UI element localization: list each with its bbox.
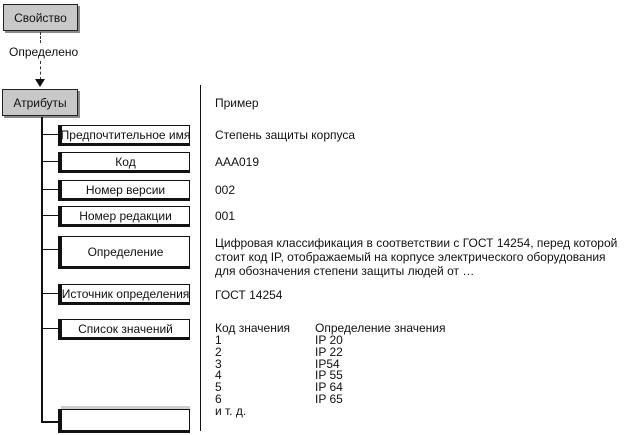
relation-label: Определено — [9, 45, 79, 59]
value-code: 1 — [215, 333, 222, 347]
value-code: 4 — [215, 368, 222, 383]
example-code: AAA019 — [215, 155, 260, 169]
value-definition: IP54 — [315, 356, 340, 371]
tree-branch — [41, 161, 61, 162]
attribute-code — [61, 152, 190, 171]
value-definition-header: Определение значения — [315, 321, 446, 335]
tree-branch — [41, 328, 61, 329]
value-code: 6 — [215, 391, 222, 406]
attribute-label: Список значений — [78, 321, 173, 336]
property-box — [3, 4, 78, 31]
attribute-label: Номер версии — [85, 182, 166, 197]
attribute-label: Код — [115, 154, 136, 169]
tree-trunk — [41, 117, 43, 423]
attribute-value-list — [61, 319, 190, 338]
attribute-label: Предпочтительное имя — [60, 127, 191, 142]
relation-connector-lower — [40, 61, 41, 80]
attribute-definition-source — [61, 284, 190, 303]
property-label: Свойство — [14, 10, 67, 25]
attribute-label: Номер редакции — [79, 208, 172, 223]
example-version-number: 002 — [215, 183, 236, 197]
attribute-preferred-name — [61, 125, 190, 144]
value-definition: IP 55 — [315, 368, 343, 383]
tree-branch — [41, 293, 61, 294]
relation-connector-upper — [40, 32, 41, 43]
example-definition-source: ГОСТ 14254 — [215, 288, 283, 302]
attribute-label: Источник определения — [61, 286, 190, 301]
relation-arrowhead — [35, 79, 45, 87]
example-heading: Пример — [215, 96, 259, 110]
attributes-box — [2, 89, 78, 116]
attribute-revision-number — [61, 206, 190, 225]
value-codes-column — [215, 335, 246, 418]
attribute-label: Определение — [87, 244, 164, 259]
tree-branch — [41, 134, 61, 135]
tree-branch — [41, 249, 61, 250]
example-definition: Цифровая классификация в соответствии с ГОСТ 14254, перед которой стоит код IP, отображаемый на корпусе электрического оборудования для обозначения степени защиты людей от … — [215, 236, 618, 278]
attribute-empty — [61, 409, 190, 431]
value-code: 2 — [215, 344, 222, 359]
value-definition: IP 64 — [315, 380, 343, 395]
value-definition: IP 65 — [315, 391, 343, 406]
example-preferred-name: Степень защиты корпуса — [215, 128, 356, 142]
tree-branch — [41, 421, 61, 423]
value-code: 3 — [215, 356, 222, 371]
value-definition: IP 20 — [315, 333, 343, 347]
column-separator — [200, 85, 201, 431]
example-revision-number: 001 — [215, 209, 236, 223]
attribute-version-number — [61, 180, 190, 199]
tree-branch — [41, 215, 61, 216]
value-code-header: Код значения — [215, 321, 291, 335]
value-definition: IP 22 — [315, 344, 343, 359]
tree-branch — [41, 189, 61, 190]
attribute-definition — [61, 236, 190, 267]
value-definitions-column — [315, 335, 343, 406]
value-code: и т. д. — [215, 403, 247, 418]
attributes-label: Атрибуты — [13, 95, 67, 110]
value-code: 5 — [215, 380, 222, 395]
